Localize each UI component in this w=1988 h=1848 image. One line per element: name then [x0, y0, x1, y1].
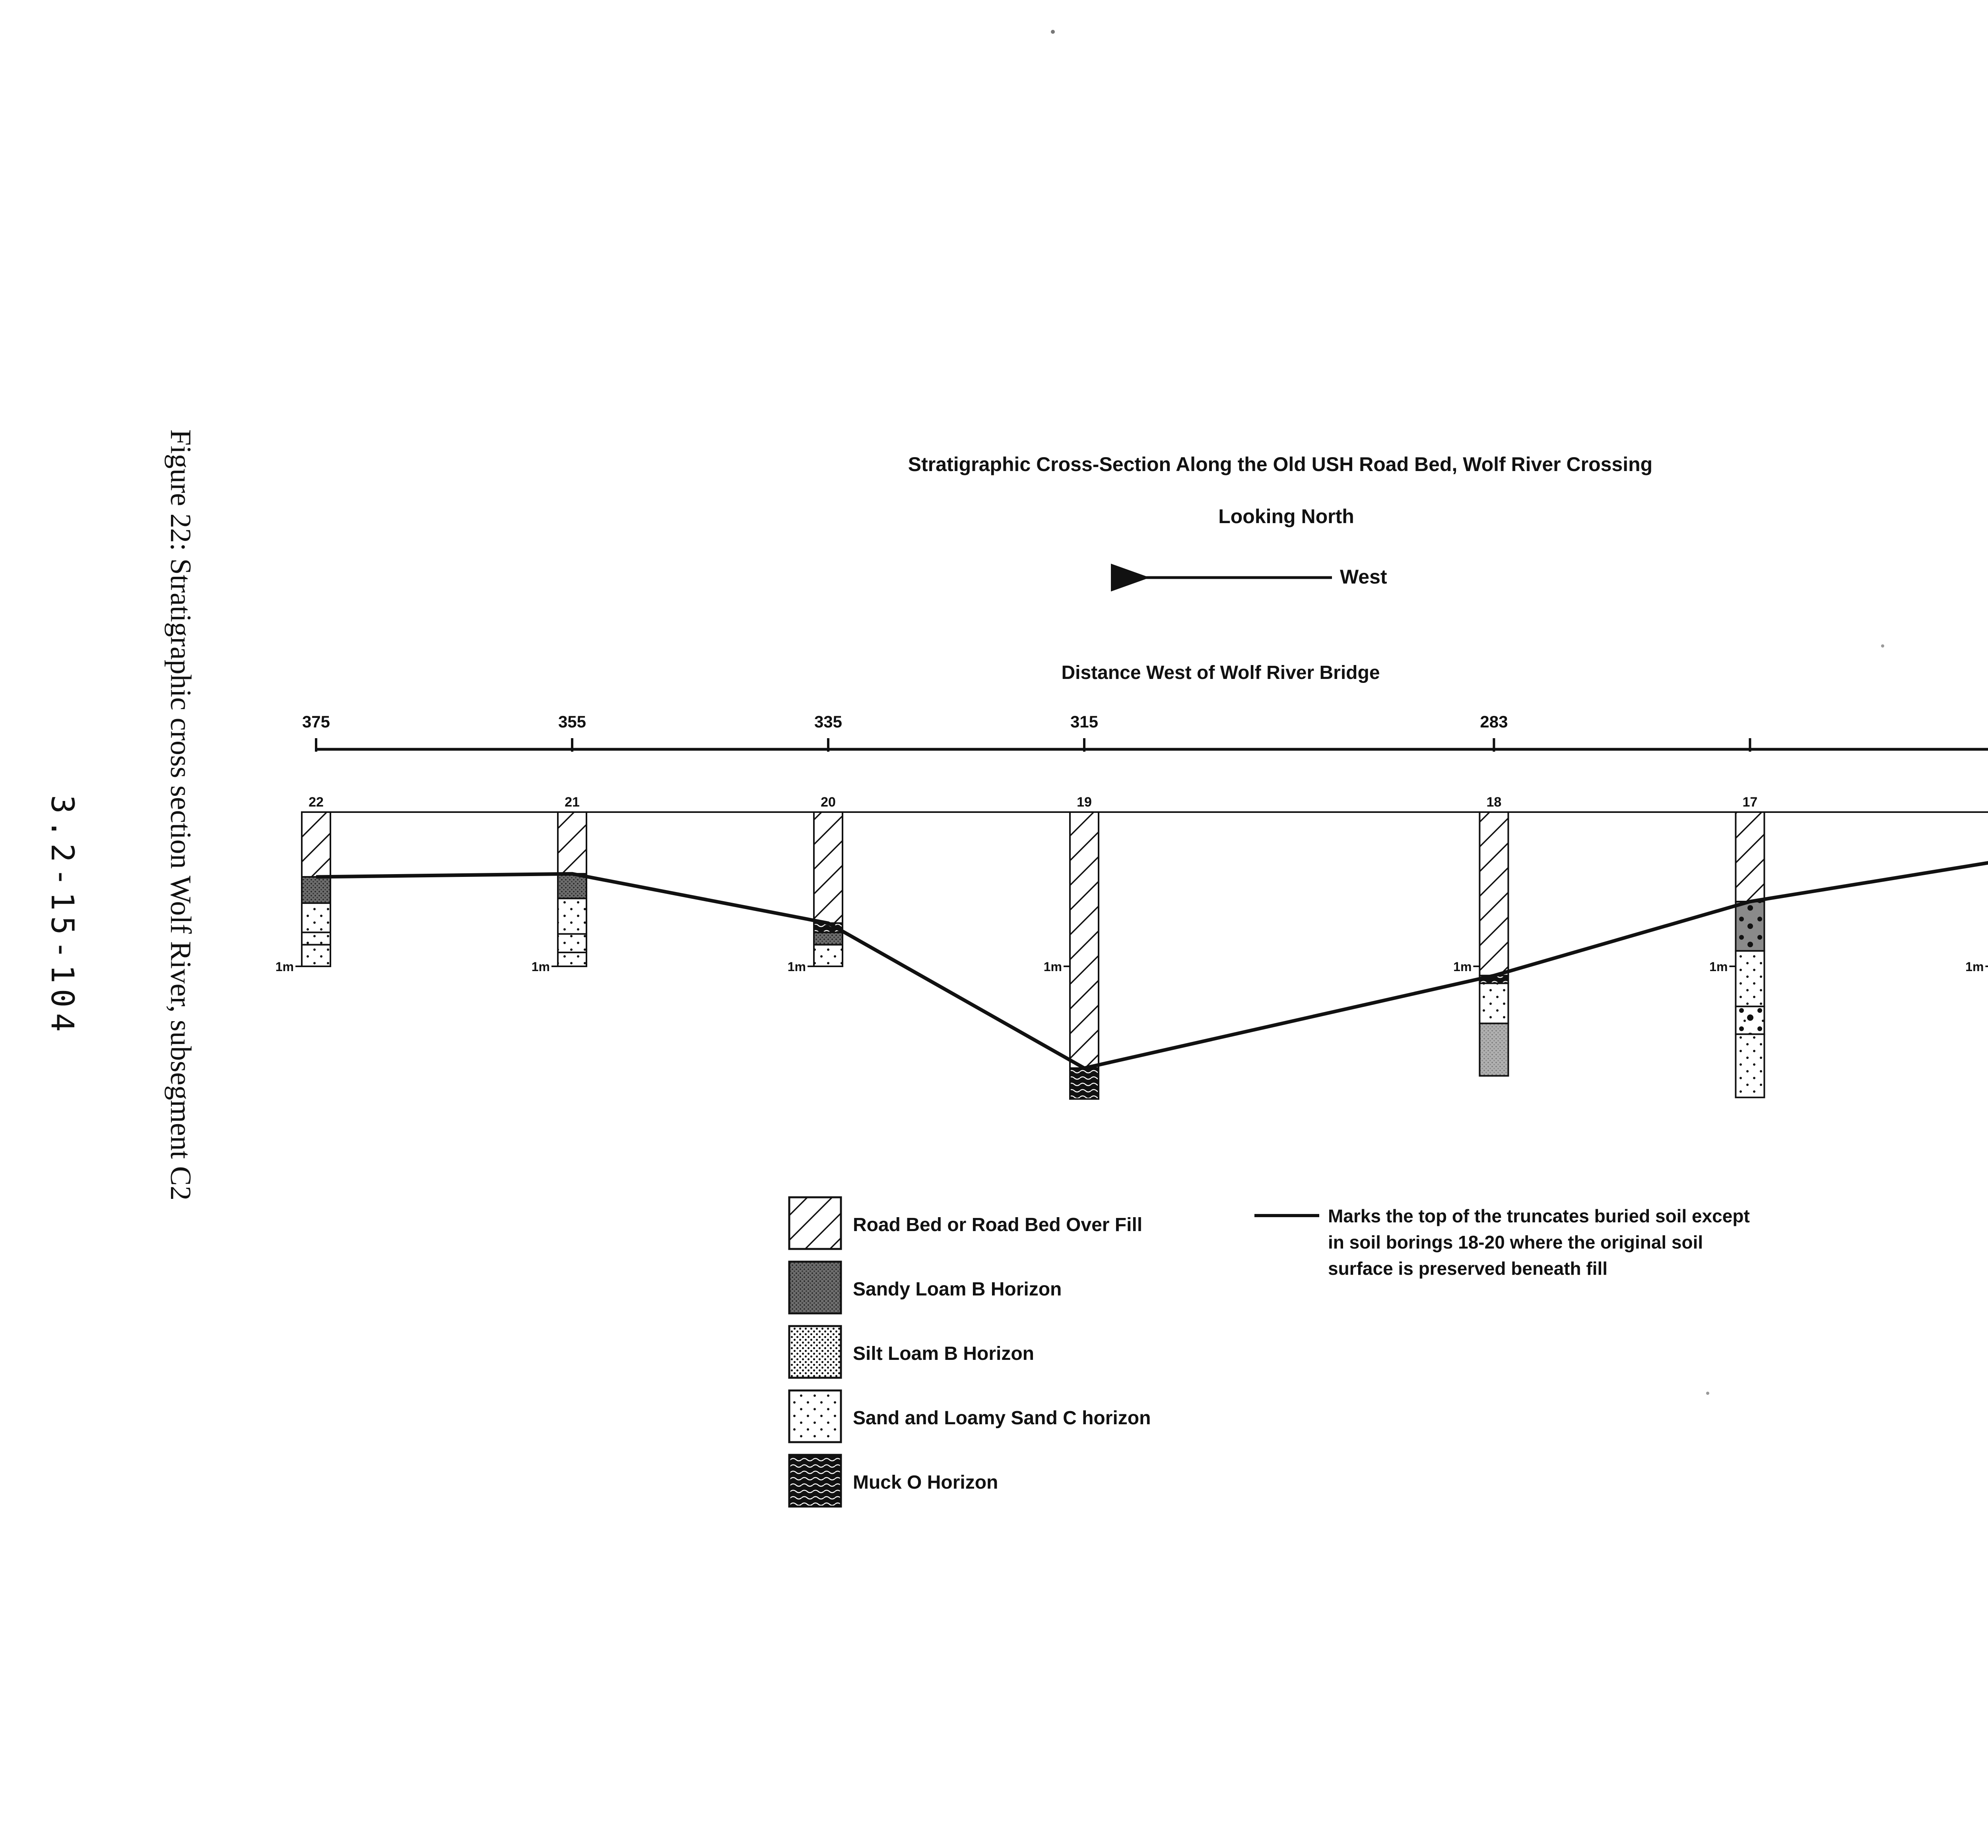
legend-line-note [1328, 1206, 1750, 1279]
legend [789, 1197, 1151, 1507]
boring-id-label: 22 [309, 795, 324, 810]
depth-label: 1m [787, 960, 806, 974]
boring-21 [532, 795, 586, 974]
layer-sand [1736, 1034, 1764, 1098]
boring-17 [1709, 795, 1764, 1098]
axis-tick-label: 375 [302, 712, 330, 731]
axis-tick-label: 355 [558, 712, 586, 731]
legend-label: Sandy Loam B Horizon [853, 1279, 1062, 1300]
legend-item-muck [789, 1455, 998, 1507]
legend-line-note-row: surface is preserved beneath fill [1328, 1258, 1608, 1279]
layer-road [1479, 812, 1508, 975]
boring-id-label: 19 [1077, 795, 1092, 810]
scan-speck [1881, 644, 1884, 648]
depth-label: 1m [1043, 960, 1062, 974]
legend-line-note-row: Marks the top of the truncates buried soil except [1328, 1206, 1750, 1226]
figure-caption: Figure 22: Stratigraphic cross section Wolf River, subsegment C2 [164, 429, 197, 1201]
depth-label: 1m [275, 960, 294, 974]
layer-sand [302, 903, 330, 933]
layer-road [814, 812, 843, 923]
layer-road [302, 812, 330, 877]
layer-sand [302, 945, 330, 966]
direction-indicator [1144, 566, 1387, 588]
layer-sandy [814, 933, 843, 945]
layer-sand [558, 952, 586, 966]
legend-item-sand [789, 1390, 1151, 1442]
boring-18 [1453, 795, 1508, 1076]
layer-sandy_light [1479, 1024, 1508, 1076]
legend-label: Silt Loam B Horizon [853, 1343, 1034, 1364]
layer-sandy_dots [1736, 902, 1764, 951]
legend-label: Road Bed or Road Bed Over Fill [853, 1214, 1143, 1235]
distance-axis [302, 712, 1988, 752]
legend-item-sandy [789, 1262, 1062, 1313]
boring-16 [1965, 795, 1988, 974]
legend-item-silt [789, 1326, 1034, 1378]
layer-sand [558, 898, 586, 934]
layer-road [1736, 812, 1764, 902]
legend-item-road [789, 1197, 1142, 1249]
legend-swatch [789, 1326, 841, 1378]
legend-swatch [789, 1197, 841, 1249]
legend-label: Sand and Loamy Sand C horizon [853, 1408, 1151, 1429]
document-code: 3.2-15-104 [44, 795, 80, 1037]
boring-id-label: 21 [565, 795, 580, 810]
boring-19 [1044, 795, 1099, 1099]
boring-id-label: 18 [1486, 795, 1502, 810]
layer-sand_dots [1736, 1006, 1764, 1034]
layer-muck [1070, 1068, 1099, 1099]
axis-tick-label: 335 [814, 712, 843, 731]
figure-subtitle: Looking North [1218, 505, 1354, 527]
layer-sand [1736, 951, 1764, 1006]
soil-borings [276, 795, 1988, 1099]
layer-sand [814, 945, 843, 966]
direction-label: West [1340, 566, 1387, 588]
legend-line-note-row: in soil borings 18-20 where the original soil [1328, 1232, 1703, 1253]
depth-label: 1m [1965, 960, 1984, 974]
layer-sand [302, 933, 330, 945]
axis-tick-label: 283 [1480, 712, 1508, 731]
scan-speck [1706, 1392, 1709, 1395]
legend-line-item [1254, 1206, 1750, 1279]
depth-label: 1m [1453, 960, 1472, 974]
layer-road [558, 812, 586, 874]
layer-sandy [302, 877, 330, 903]
depth-label: 1m [531, 960, 550, 974]
scan-speck [1051, 30, 1055, 34]
boring-20 [788, 795, 843, 974]
legend-label: Muck O Horizon [853, 1472, 998, 1493]
boring-id-label: 17 [1742, 795, 1758, 810]
layer-sand [1479, 983, 1508, 1024]
boring-22 [276, 795, 330, 974]
figure-title: Stratigraphic Cross-Section Along the Old USH Road Bed, Wolf River Crossing [908, 453, 1653, 475]
boring-id-label: 20 [821, 795, 836, 810]
legend-swatch [789, 1390, 841, 1442]
axis-label: Distance West of Wolf River Bridge [1061, 662, 1380, 683]
axis-tick-label: 315 [1070, 712, 1099, 731]
depth-label: 1m [1709, 960, 1728, 974]
legend-swatch [789, 1262, 841, 1313]
layer-road [1070, 812, 1099, 1068]
layer-sand [558, 934, 586, 953]
legend-swatch [789, 1455, 841, 1507]
